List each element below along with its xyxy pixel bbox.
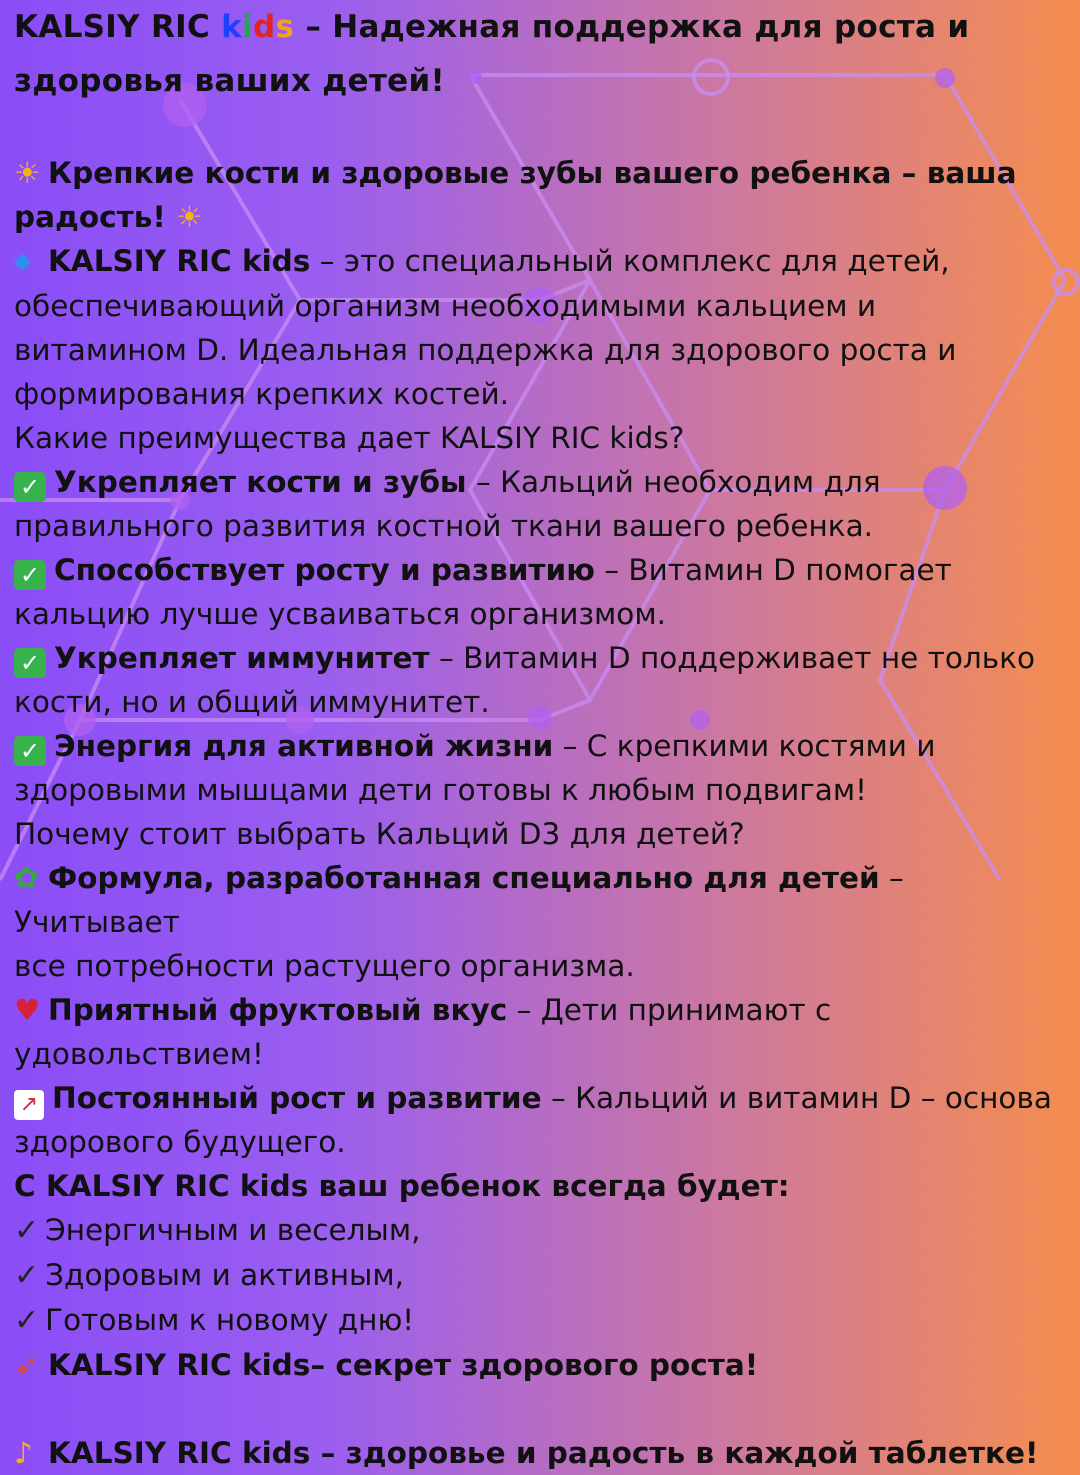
- result-heading: С KALSIY RIC kids ваш ребенок всегда будет:: [14, 1169, 790, 1203]
- benefit-item: ✓ Энергия для активной жизни – С крепкими костями и здоровыми мышцами дети готовы к любым подвигам!: [14, 729, 936, 807]
- sun-icon: ☀: [176, 200, 203, 234]
- benefit-item: ✓ Укрепляет иммунитет – Витамин D поддерживает не только кости, но и общий иммунитет.: [14, 641, 1036, 719]
- sun-icon: ☀: [14, 156, 41, 190]
- strawberry-icon: ♥: [14, 993, 41, 1027]
- footer-slogan: ♪ KALSIY RIC kids – здоровье и радость в каждой таблетке!: [14, 1431, 1074, 1475]
- title-kids: kids: [221, 9, 295, 45]
- why-item: ♥ Приятный фруктовый вкус – Дети принимают с удовольствием!: [14, 988, 1074, 1076]
- check-icon: ✓: [14, 1258, 40, 1293]
- result-list: ✓ Энергичным и веселым, ✓ Здоровым и активным, ✓ Готовым к новому дню!: [14, 1213, 421, 1338]
- check-mark-icon: ✓: [14, 648, 46, 678]
- sprout-icon: ✿: [14, 861, 39, 895]
- benefits-question: Какие преимущества дает KALSIY RIC kids?: [14, 421, 685, 455]
- why-item: ↗ Постоянный рост и развитие – Кальций и витамин D – основа здорового будущего.: [14, 1081, 1052, 1159]
- benefit-item: ✓ Способствует росту и развитию – Витамин D помогает кальцию лучше усваиваться организмом.: [14, 553, 952, 631]
- blue-diamond-icon: ◆: [14, 249, 31, 274]
- benefit-item: ✓ Укрепляет кости и зубы – Кальций необходим для правильного развития костной ткани вашего ребенка.: [14, 465, 881, 543]
- title-line2: здоровья ваших детей!: [14, 63, 445, 99]
- chart-up-icon: ↗: [14, 1090, 44, 1120]
- intro-paragraph: ◆ KALSIY RIC kids – это специальный комплекс для детей, обеспечивающий организм необходимыми кальцием и витамином D. Идеальная поддержка для здорового роста и формирования крепких костей.: [14, 239, 1074, 416]
- page-title: [14, 0, 1074, 108]
- title-rest: – Надежная поддержка для роста и: [294, 9, 970, 45]
- check-mark-icon: ✓: [14, 736, 46, 766]
- check-mark-icon: ✓: [14, 560, 46, 590]
- check-mark-icon: ✓: [14, 472, 46, 502]
- result-slogan: ➶ KALSIY RIC kids– секрет здорового роста!: [14, 1343, 1074, 1387]
- why-question: Почему стоит выбрать Кальций D3 для детей?: [14, 817, 745, 851]
- bell-icon: ♪: [14, 1436, 33, 1470]
- check-icon: ✓: [14, 1303, 40, 1338]
- title-brand: KALSIY RIC: [14, 9, 222, 45]
- article: [14, 0, 1074, 1475]
- check-icon: ✓: [14, 1213, 40, 1248]
- why-item: ✿ Формула, разработанная специально для детей – Учитывает все потребности растущего организма.: [14, 856, 1074, 988]
- intro-heading: ☀ Крепкие кости и здоровые зубы вашего ребенка – ваша радость! ☀: [14, 151, 1074, 239]
- rocket-icon: ➶: [14, 1348, 39, 1382]
